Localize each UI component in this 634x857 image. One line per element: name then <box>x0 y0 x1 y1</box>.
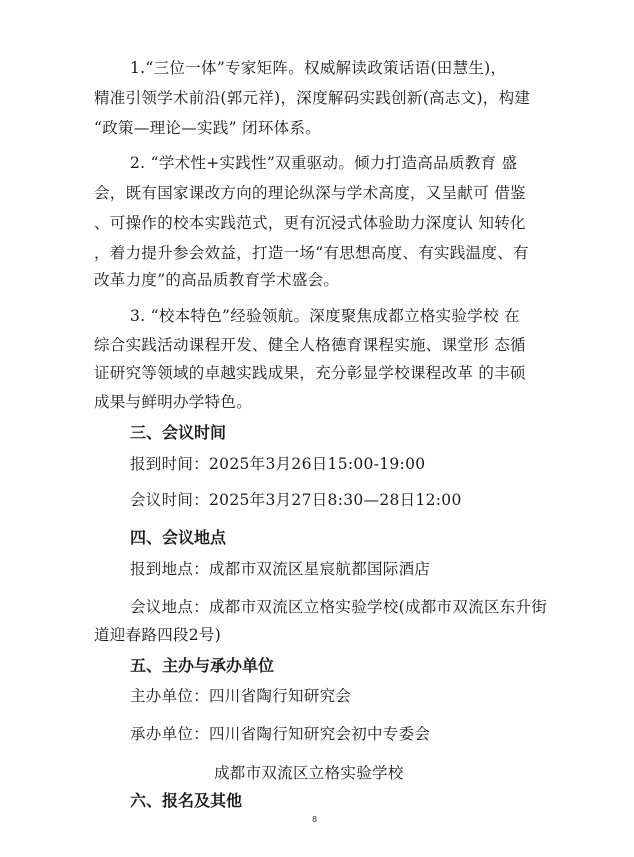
section-heading-meeting-place: 四、会议地点 <box>130 528 227 547</box>
meeting-place-line-1: 会议地点：成都市双流区立格实验学校(成都市双流区东升街 <box>130 598 548 616</box>
meeting-place-line-2: 道迎春路四段2号) <box>94 626 222 644</box>
paragraph-3-line-4: 成果与鲜明办学特色。 <box>94 393 253 411</box>
paragraph-2-line-4: ，着力提升参会效益，打造一场“有思想高度、有实践温度、有 <box>94 244 529 262</box>
meeting-time: 会议时间：2025年3月27日8:30—28日12:00 <box>130 491 462 509</box>
checkin-place: 报到地点：成都市双流区星宸航都国际酒店 <box>130 560 431 578</box>
section-heading-host-organizer: 五、主办与承办单位 <box>130 656 275 675</box>
section-heading-registration: 六、报名及其他 <box>130 791 243 810</box>
paragraph-1-line-1: 1.“三位一体”专家矩阵。权威解读政策话语(田慧生)， <box>130 59 507 77</box>
paragraph-2-line-5: 改革力度”的高品质教育学术盛会。 <box>94 271 340 289</box>
paragraph-1-line-2: 精准引领学术前沿(郭元祥)，深度解码实践创新(高志文)，构建 <box>94 89 531 107</box>
paragraph-3-line-1: 3. “校本特色”经验领航。深度聚焦成都立格实验学校 在 <box>130 307 520 325</box>
paragraph-2-line-2: 会，既有国家课改方向的理论纵深与学术高度，又呈献可 借鉴 <box>94 184 526 202</box>
checkin-time: 报到时间：2025年3月26日15:00-19:00 <box>130 455 426 473</box>
host-unit: 主办单位：四川省陶行知研究会 <box>130 687 352 705</box>
organizer-unit-line-1: 承办单位：四川省陶行知研究会初中专委会 <box>130 725 431 743</box>
paragraph-3-line-3: 证研究等领域的卓越实践成果，充分彰显学校课程改革 的丰硕 <box>94 364 526 382</box>
section-heading-meeting-time: 三、会议时间 <box>130 423 227 442</box>
paragraph-3-line-2: 综合实践活动课程开发、健全人格德育课程实施、课堂形 态循 <box>94 336 526 354</box>
paragraph-1-line-3: “政策—理论—实践” 闭环体系。 <box>94 119 322 137</box>
paragraph-2-line-3: 、可操作的校本实践范式，更有沉浸式体验助力深度认 知转化 <box>94 214 526 232</box>
page-number: 8 <box>312 815 318 824</box>
organizer-unit-line-2: 成都市双流区立格实验学校 <box>214 764 404 782</box>
paragraph-2-line-1: 2. “学术性+实践性”双重驱动。倾力打造高品质教育 盛 <box>130 154 518 172</box>
